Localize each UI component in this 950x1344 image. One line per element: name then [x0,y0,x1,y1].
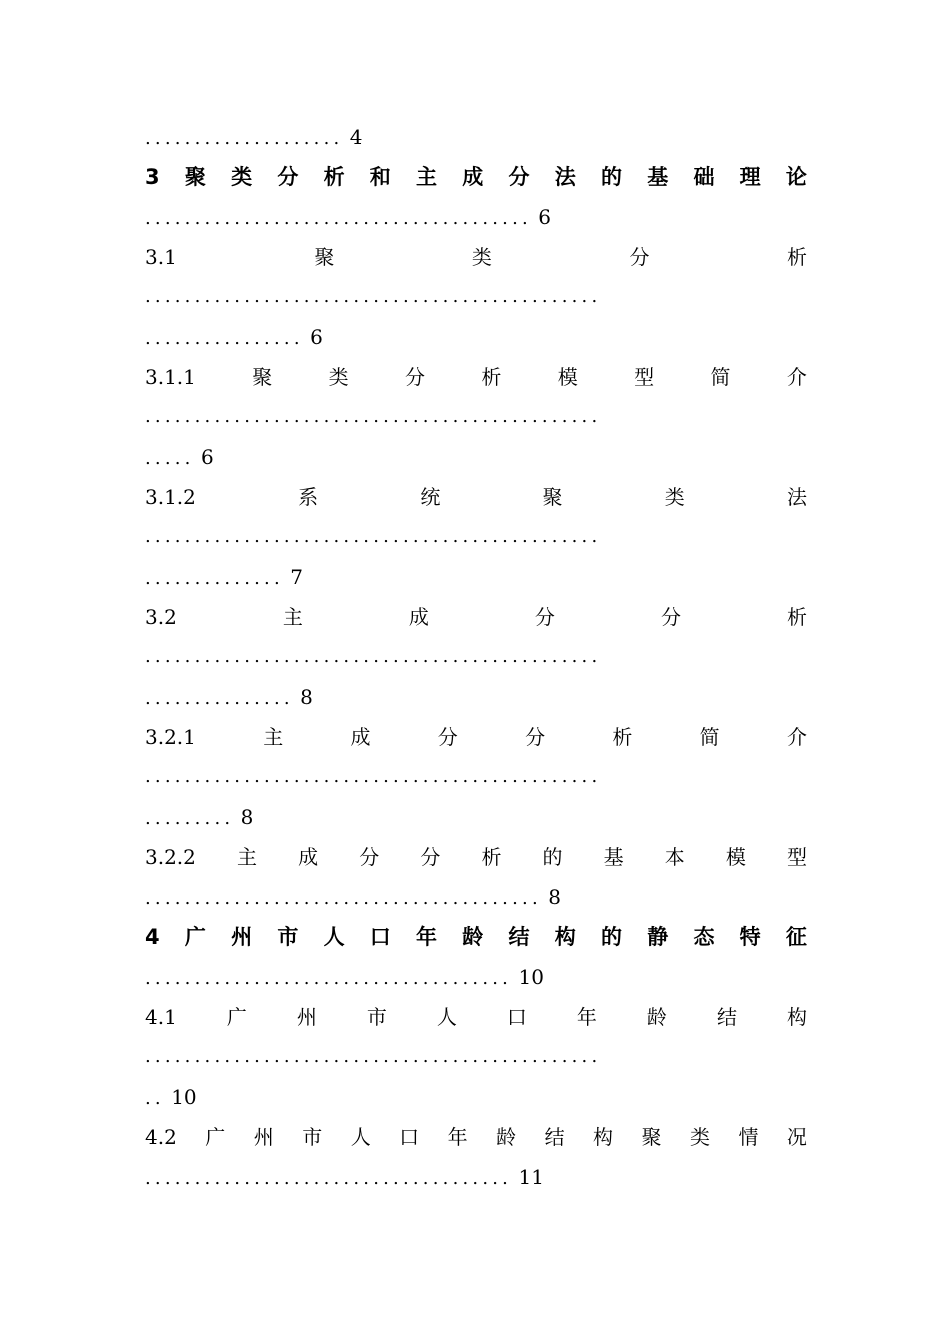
toc-leader-dots: .............................................. [145,1046,602,1067]
toc-entry-title[interactable]: 4.1 广 州 市 人 口 年 龄 结 构 [145,1005,807,1029]
toc-page-number: 8 [293,685,313,709]
toc-leader-dots: .............................................. [145,766,602,787]
toc-entry-title[interactable]: 4.2 广 州 市 人 口 年 龄 结 构 聚 类 情 况 [145,1125,807,1149]
toc-leader-dots: ........................................ 8 [145,885,561,909]
toc-entry-title[interactable]: 3.2.1 主 成 分 分 析 简 介 [145,725,807,749]
toc-leader-dots-continued: ......... 8 [145,805,254,829]
toc-page-number: 4 [343,125,363,149]
toc-leader-dots: .............................................. [145,286,602,307]
toc-page-number: 6 [531,205,552,229]
toc-page-number: 6 [303,325,323,349]
toc-leader-dots: ....................................... 6 [145,205,552,229]
toc-entry-title[interactable]: 3.2 主 成 分 分 析 [145,605,807,629]
toc-entry-title[interactable]: 3.1 聚 类 分 析 [145,245,807,269]
toc-leader-dots-continued: ............... 8 [145,685,313,709]
toc-leader-dots: ..................................... 10 [145,965,544,989]
toc-leader-dots: .................... 4 [145,125,363,149]
toc-leader-dots: .............................................. [145,526,602,547]
toc-leader-dots-continued: ................ 6 [145,325,323,349]
toc-leader-dots: .............................................. [145,646,602,667]
toc-entry-title[interactable]: 3 聚 类 分 析 和 主 成 分 法 的 基 础 理 论 [145,165,807,189]
toc-leader-dots-continued: .. 10 [145,1085,197,1109]
toc-page-number: 11 [512,1165,544,1189]
toc-page-number: 6 [194,445,214,469]
toc-leader-dots: .............................................. [145,406,602,427]
toc-entry-title[interactable]: 3.1.1 聚 类 分 析 模 型 简 介 [145,365,807,389]
toc-leader-dots-continued: .............. 7 [145,565,303,589]
toc-page-number: 8 [234,805,254,829]
toc-page-number: 10 [512,965,544,989]
toc-leader-dots-continued: ..... 6 [145,445,214,469]
toc-page-number: 8 [541,885,561,909]
toc-entry-title[interactable]: 4 广 州 市 人 口 年 龄 结 构 的 静 态 特 征 [145,925,807,949]
toc-leader-dots: ..................................... 11 [145,1165,544,1189]
toc-page-number: 7 [283,565,303,589]
toc-entry-title[interactable]: 3.1.2 系 统 聚 类 法 [145,485,807,509]
toc-entry-title[interactable]: 3.2.2 主 成 分 分 析 的 基 本 模 型 [145,845,807,869]
toc-page-number: 10 [164,1085,197,1109]
